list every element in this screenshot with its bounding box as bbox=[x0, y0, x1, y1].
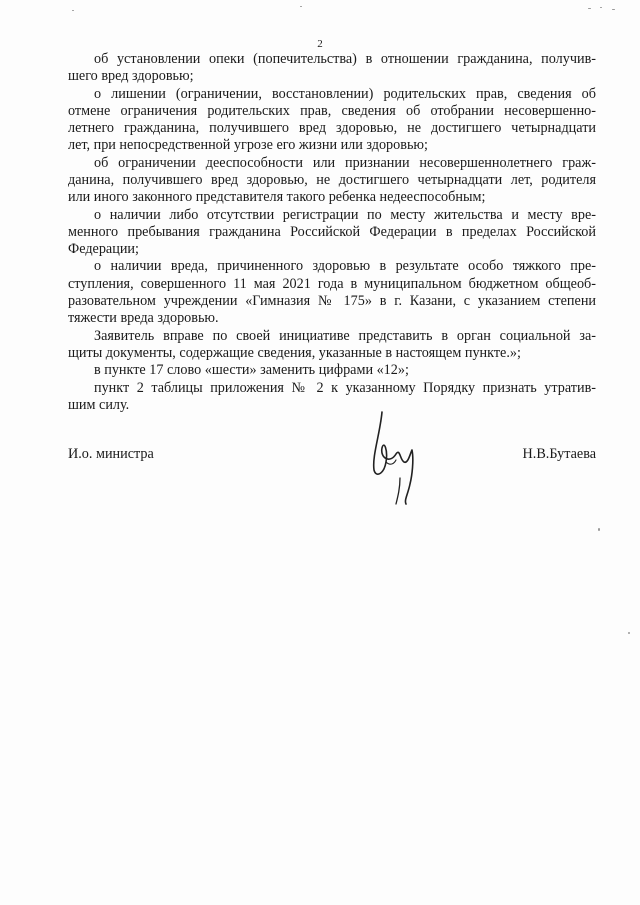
body-line: шим силу. bbox=[68, 397, 130, 413]
body-line: о наличии вреда, причиненного здоровью в результате особо тяжкого пре- bbox=[94, 258, 596, 274]
body-line: тяжести вреда здоровью. bbox=[68, 310, 219, 326]
body-line: об установлении опеки (попечительства) в отношении гражданина, получив- bbox=[94, 51, 596, 67]
body-line: отмене ограничения родительских прав, сведения об отобрании несовершенно- bbox=[68, 103, 596, 119]
body-line: или иного законного представителя такого ребенка недееспособным; bbox=[68, 189, 486, 205]
body-line: разовательном учреждении «Гимназия № 175» в г. Казани, с указанием степени bbox=[68, 293, 596, 309]
scan-speck bbox=[598, 528, 600, 531]
scan-speck bbox=[628, 632, 630, 634]
scan-speck bbox=[600, 7, 602, 8]
body-line: о лишении (ограничении, восстановлении) родительских прав, сведения об bbox=[94, 86, 596, 102]
body-line: менного пребывания гражданина Российской Федерации в пределах Российской bbox=[68, 224, 596, 240]
scan-speck bbox=[300, 6, 302, 7]
position-title: И.о. министра bbox=[68, 446, 154, 462]
scan-speck bbox=[612, 9, 615, 10]
handwritten-signature bbox=[360, 404, 430, 512]
body-line: пункт 2 таблицы приложения № 2 к указанному Порядку признать утратив- bbox=[94, 380, 596, 396]
body-line: Федерации; bbox=[68, 241, 139, 257]
body-line: в пункте 17 слово «шести» заменить цифрами «12»; bbox=[94, 362, 409, 378]
signer-name: Н.В.Бутаева bbox=[522, 446, 596, 462]
body-line: данина, получившего вред здоровью, не достигшего четырнадцати лет, родителя bbox=[68, 172, 596, 188]
scan-speck bbox=[588, 8, 591, 9]
body-line: ступления, совершенного 11 мая 2021 года в муниципальном бюджетном общеоб- bbox=[68, 276, 596, 292]
body-line: летнего гражданина, получившего вред здоровью, не достигшего четырнадцати bbox=[68, 120, 596, 136]
page-number: 2 bbox=[317, 38, 323, 50]
body-line: шего вред здоровью; bbox=[68, 68, 194, 84]
scan-speck bbox=[72, 10, 74, 11]
body-line: Заявитель вправе по своей инициативе представить в орган социальной за- bbox=[94, 328, 596, 344]
body-line: об ограничении дееспособности или признании несовершеннолетнего граж- bbox=[94, 155, 596, 171]
body-line: лет, при непосредственной угрозе его жизни или здоровью; bbox=[68, 137, 428, 153]
body-line: о наличии либо отсутствии регистрации по месту жительства и месту вре- bbox=[94, 207, 596, 223]
body-line: щиты документы, содержащие сведения, указанные в настоящем пункте.»; bbox=[68, 345, 521, 361]
